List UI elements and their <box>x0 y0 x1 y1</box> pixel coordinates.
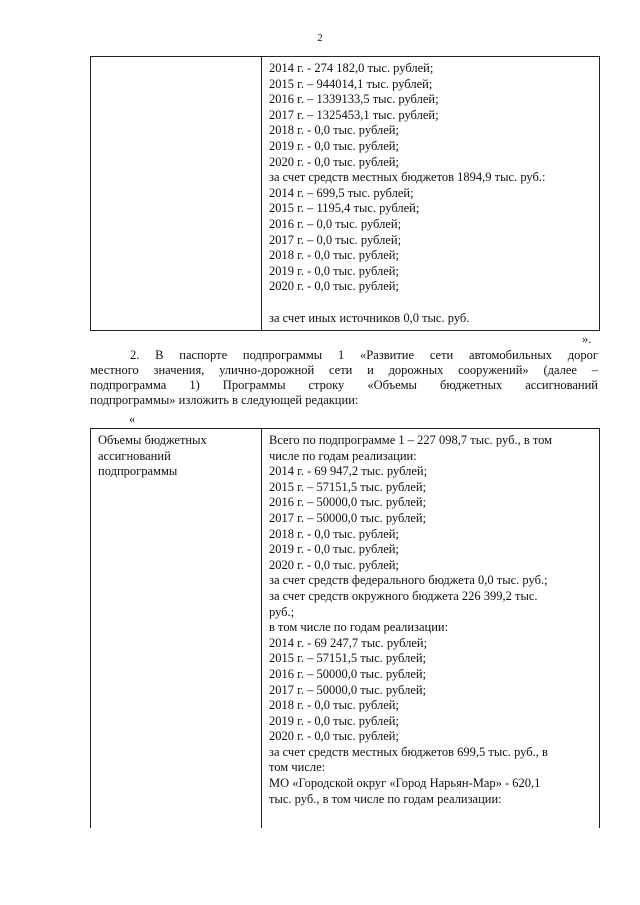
table2-line: 2020 г. - 0,0 тыс. рублей; <box>269 729 399 744</box>
table2-line: 2014 г. - 69 247,7 тыс. рублей; <box>269 635 428 650</box>
column-divider <box>261 429 262 828</box>
table1-line: 2018 г. - 0,0 тыс. рублей; <box>269 248 399 263</box>
budget-allocations-table <box>90 428 600 828</box>
table1-line: 2015 г. – 944014,1 тыс. рублей; <box>269 76 433 91</box>
paragraph-line: подпрограмма 1) Программы строку «Объемы бюджетных ассигнований <box>90 378 598 392</box>
table2-line: 2016 г. – 50000,0 тыс. рублей; <box>269 495 427 510</box>
table2-line: том числе: <box>269 760 326 775</box>
table2-line: 2020 г. - 0,0 тыс. рублей; <box>269 557 399 572</box>
closing-quote: ». <box>582 332 592 346</box>
table1-line <box>269 295 545 311</box>
table2-label-line: Объемы бюджетных <box>98 433 207 447</box>
table1-line: 2017 г. – 0,0 тыс. рублей; <box>269 232 402 247</box>
table2-line: 2016 г. – 50000,0 тыс. рублей; <box>269 666 427 681</box>
table1-line: за счет средств местных бюджетов 1894,9 тыс. руб.: <box>269 170 546 185</box>
paragraph-line: подпрограммы» изложить в следующей редакции: <box>90 393 359 407</box>
table2-line: 2019 г. - 0,0 тыс. рублей; <box>269 542 399 557</box>
table2-line: за счет средств федерального бюджета 0,0 тыс. руб.; <box>269 573 548 588</box>
table2-line: 2017 г. – 50000,0 тыс. рублей; <box>269 510 427 525</box>
table1-right-cell <box>269 61 545 326</box>
table2-line: 2018 г. - 0,0 тыс. рублей; <box>269 526 399 541</box>
table2-line: МО «Городской округ «Город Нарьян-Мар» - 620,1 <box>269 776 541 791</box>
table2-left-cell <box>98 433 207 480</box>
table1-line: 2019 г. - 0,0 тыс. рублей; <box>269 138 399 153</box>
table2-label-line: подпрограммы <box>98 464 178 479</box>
budget-table-continued <box>90 56 600 331</box>
table2-line: за счет средств окружного бюджета 226 399,2 тыс. <box>269 588 538 603</box>
table2-line: за счет средств местных бюджетов 699,5 тыс. руб., в <box>269 744 548 759</box>
table2-line: 2017 г. – 50000,0 тыс. рублей; <box>269 682 427 697</box>
table1-line: 2018 г. - 0,0 тыс. рублей; <box>269 123 399 138</box>
table1-line: 2017 г. – 1325453,1 тыс. рублей; <box>269 107 439 122</box>
table2-line: тыс. руб., в том числе по годам реализации: <box>269 791 502 806</box>
table1-line: 2020 г. - 0,0 тыс. рублей; <box>269 279 399 294</box>
table1-line: 2016 г. – 0,0 тыс. рублей; <box>269 216 402 231</box>
table2-label-line: ассигнований <box>98 448 171 463</box>
table2-line: 2018 г. - 0,0 тыс. рублей; <box>269 698 399 713</box>
paragraph-line: 2. В паспорте подпрограммы 1 «Развитие сети автомобильных дорог <box>130 348 598 362</box>
paragraph-line: местного значения, улично-дорожной сети и дорожных сооружений» (далее – <box>90 363 598 377</box>
table1-line: 2015 г. – 1195,4 тыс. рублей; <box>269 201 420 216</box>
table2-line: 2019 г. - 0,0 тыс. рублей; <box>269 713 399 728</box>
table2-line: 2014 г. - 69 947,2 тыс. рублей; <box>269 464 428 479</box>
table1-line: 2020 г. - 0,0 тыс. рублей; <box>269 154 399 169</box>
table1-line: 2019 г. - 0,0 тыс. рублей; <box>269 263 399 278</box>
table2-right-cell <box>269 433 552 807</box>
page-number: 2 <box>317 32 323 44</box>
table1-line: 2014 г. – 699,5 тыс. рублей; <box>269 185 414 200</box>
table2-line: 2015 г. – 57151,5 тыс. рублей; <box>269 651 427 666</box>
table1-line: 2016 г. – 1339133,5 тыс. рублей; <box>269 92 439 107</box>
table2-line: числе по годам реализации: <box>269 448 417 463</box>
table2-line: 2015 г. – 57151,5 тыс. рублей; <box>269 479 427 494</box>
amendment-paragraph <box>90 348 598 408</box>
table2-line: Всего по подпрограмме 1 – 227 098,7 тыс. руб., в том <box>269 433 553 447</box>
column-divider <box>261 57 262 330</box>
table2-line: в том числе по годам реализации: <box>269 620 449 635</box>
opening-quote: « <box>129 412 136 426</box>
table1-line: 2014 г. - 274 182,0 тыс. рублей; <box>269 61 434 75</box>
table1-line: за счет иных источников 0,0 тыс. руб. <box>269 310 470 325</box>
table2-line: руб.; <box>269 604 295 619</box>
